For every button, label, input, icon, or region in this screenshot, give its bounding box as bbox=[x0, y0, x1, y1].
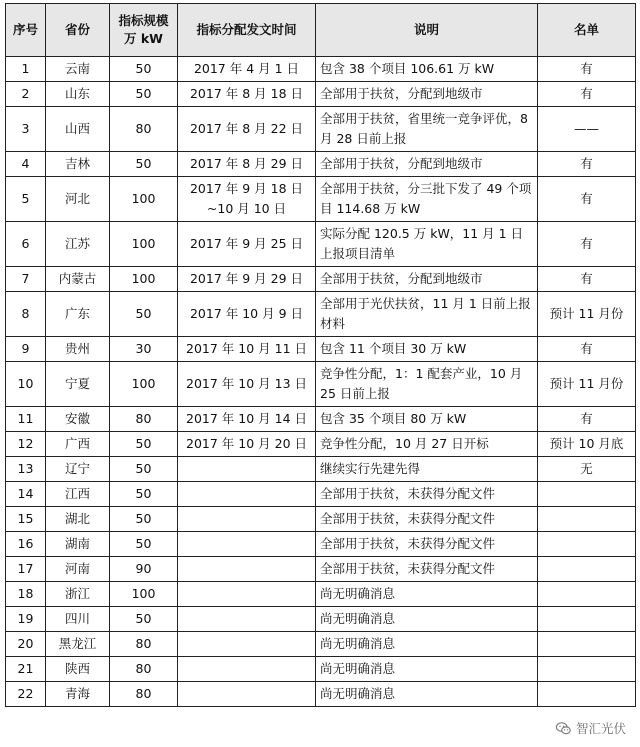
cell-list: 预计 10 月底 bbox=[538, 432, 636, 457]
header-province: 省份 bbox=[46, 4, 110, 57]
cell-province: 内蒙古 bbox=[46, 267, 110, 292]
cell-scale: 50 bbox=[110, 507, 178, 532]
cell-scale: 80 bbox=[110, 632, 178, 657]
cell-province: 吉林 bbox=[46, 152, 110, 177]
cell-no: 18 bbox=[6, 582, 46, 607]
cell-province: 江西 bbox=[46, 482, 110, 507]
header-list: 名单 bbox=[538, 4, 636, 57]
table-row bbox=[6, 507, 636, 532]
cell-desc: 包含 35 个项目 80 万 kW bbox=[316, 407, 538, 432]
table-header-row bbox=[6, 4, 636, 57]
cell-desc: 包含 11 个项目 30 万 kW bbox=[316, 337, 538, 362]
cell-no: 2 bbox=[6, 82, 46, 107]
cell-desc: 全部用于扶贫，分三批下发了 49 个项目 114.68 万 kW bbox=[316, 177, 538, 222]
cell-list bbox=[538, 682, 636, 707]
cell-province: 河北 bbox=[46, 177, 110, 222]
cell-list: 有 bbox=[538, 222, 636, 267]
cell-date bbox=[178, 582, 316, 607]
cell-list: 预计 11 月份 bbox=[538, 362, 636, 407]
cell-desc: 全部用于扶贫，未获得分配文件 bbox=[316, 507, 538, 532]
cell-date bbox=[178, 482, 316, 507]
cell-province: 四川 bbox=[46, 607, 110, 632]
cell-desc: 全部用于扶贫，省里统一竞争评优，8 月 28 日前上报 bbox=[316, 107, 538, 152]
cell-list: 有 bbox=[538, 57, 636, 82]
cell-list: 预计 11 月份 bbox=[538, 292, 636, 337]
cell-desc: 全部用于扶贫，分配到地级市 bbox=[316, 152, 538, 177]
cell-date: 2017 年 9 月 25 日 bbox=[178, 222, 316, 267]
cell-date: 2017 年 9 月 29 日 bbox=[178, 267, 316, 292]
cell-scale: 100 bbox=[110, 177, 178, 222]
cell-desc: 全部用于光伏扶贫，11 月 1 日前上报材料 bbox=[316, 292, 538, 337]
cell-no: 16 bbox=[6, 532, 46, 557]
cell-no: 13 bbox=[6, 457, 46, 482]
cell-scale: 50 bbox=[110, 82, 178, 107]
cell-desc: 尚无明确消息 bbox=[316, 657, 538, 682]
cell-scale: 100 bbox=[110, 362, 178, 407]
cell-scale: 100 bbox=[110, 222, 178, 267]
table-row bbox=[6, 657, 636, 682]
cell-list: 有 bbox=[538, 177, 636, 222]
cell-province: 黑龙江 bbox=[46, 632, 110, 657]
table-row bbox=[6, 362, 636, 407]
cell-province: 河南 bbox=[46, 557, 110, 582]
cell-date: 2017 年 8 月 18 日 bbox=[178, 82, 316, 107]
cell-desc: 全部用于扶贫，分配到地级市 bbox=[316, 267, 538, 292]
cell-list: 有 bbox=[538, 152, 636, 177]
cell-province: 浙江 bbox=[46, 582, 110, 607]
cell-date bbox=[178, 657, 316, 682]
cell-list: 有 bbox=[538, 337, 636, 362]
cell-desc: 全部用于扶贫，未获得分配文件 bbox=[316, 557, 538, 582]
cell-scale: 80 bbox=[110, 682, 178, 707]
cell-desc: 全部用于扶贫，未获得分配文件 bbox=[316, 482, 538, 507]
cell-province: 湖南 bbox=[46, 532, 110, 557]
cell-date: 2017 年 10 月 9 日 bbox=[178, 292, 316, 337]
cell-date: 2017 年 8 月 22 日 bbox=[178, 107, 316, 152]
cell-list bbox=[538, 632, 636, 657]
cell-scale: 50 bbox=[110, 532, 178, 557]
cell-list: 有 bbox=[538, 267, 636, 292]
cell-scale: 50 bbox=[110, 432, 178, 457]
cell-list bbox=[538, 557, 636, 582]
table-row bbox=[6, 557, 636, 582]
cell-no: 21 bbox=[6, 657, 46, 682]
cell-no: 10 bbox=[6, 362, 46, 407]
cell-list bbox=[538, 532, 636, 557]
cell-date bbox=[178, 632, 316, 657]
cell-desc: 尚无明确消息 bbox=[316, 582, 538, 607]
cell-no: 4 bbox=[6, 152, 46, 177]
cell-date: 2017 年 10 月 14 日 bbox=[178, 407, 316, 432]
cell-no: 22 bbox=[6, 682, 46, 707]
cell-no: 9 bbox=[6, 337, 46, 362]
table-row bbox=[6, 177, 636, 222]
table-row bbox=[6, 632, 636, 657]
watermark bbox=[555, 719, 626, 737]
table-row bbox=[6, 57, 636, 82]
cell-scale: 50 bbox=[110, 292, 178, 337]
cell-desc: 尚无明确消息 bbox=[316, 632, 538, 657]
cell-scale: 50 bbox=[110, 152, 178, 177]
cell-date bbox=[178, 682, 316, 707]
cell-date: 2017 年 9 月 18 日~10 月 10 日 bbox=[178, 177, 316, 222]
cell-no: 11 bbox=[6, 407, 46, 432]
cell-no: 12 bbox=[6, 432, 46, 457]
cell-desc: 全部用于扶贫，未获得分配文件 bbox=[316, 532, 538, 557]
cell-province: 广东 bbox=[46, 292, 110, 337]
cell-list bbox=[538, 507, 636, 532]
cell-date bbox=[178, 532, 316, 557]
cell-desc: 竞争性分配，10 月 27 日开标 bbox=[316, 432, 538, 457]
table-row bbox=[6, 82, 636, 107]
wechat-icon bbox=[555, 720, 572, 737]
cell-date: 2017 年 10 月 20 日 bbox=[178, 432, 316, 457]
cell-province: 青海 bbox=[46, 682, 110, 707]
cell-province: 广西 bbox=[46, 432, 110, 457]
table-row bbox=[6, 407, 636, 432]
cell-desc: 包含 38 个项目 106.61 万 kW bbox=[316, 57, 538, 82]
cell-province: 贵州 bbox=[46, 337, 110, 362]
watermark-text: 智汇光伏 bbox=[575, 721, 626, 736]
table-row bbox=[6, 582, 636, 607]
cell-scale: 50 bbox=[110, 607, 178, 632]
header-date: 指标分配发文时间 bbox=[178, 4, 316, 57]
header-seq: 序号 bbox=[6, 4, 46, 57]
table-row bbox=[6, 292, 636, 337]
table-row bbox=[6, 222, 636, 267]
cell-no: 15 bbox=[6, 507, 46, 532]
table-row bbox=[6, 682, 636, 707]
cell-no: 17 bbox=[6, 557, 46, 582]
table-row bbox=[6, 457, 636, 482]
cell-scale: 100 bbox=[110, 267, 178, 292]
cell-province: 安徽 bbox=[46, 407, 110, 432]
cell-province: 山东 bbox=[46, 82, 110, 107]
cell-date bbox=[178, 457, 316, 482]
cell-date: 2017 年 4 月 1 日 bbox=[178, 57, 316, 82]
cell-scale: 80 bbox=[110, 107, 178, 152]
cell-list bbox=[538, 482, 636, 507]
cell-province: 云南 bbox=[46, 57, 110, 82]
cell-no: 3 bbox=[6, 107, 46, 152]
table-row bbox=[6, 267, 636, 292]
table-row bbox=[6, 532, 636, 557]
cell-scale: 80 bbox=[110, 657, 178, 682]
cell-no: 1 bbox=[6, 57, 46, 82]
cell-desc: 尚无明确消息 bbox=[316, 607, 538, 632]
cell-desc: 竞争性分配，1：1 配套产业，10 月 25 日前上报 bbox=[316, 362, 538, 407]
cell-province: 宁夏 bbox=[46, 362, 110, 407]
cell-date bbox=[178, 507, 316, 532]
cell-list bbox=[538, 607, 636, 632]
cell-list bbox=[538, 582, 636, 607]
cell-no: 7 bbox=[6, 267, 46, 292]
cell-province: 辽宁 bbox=[46, 457, 110, 482]
table-row bbox=[6, 607, 636, 632]
cell-date: 2017 年 10 月 11 日 bbox=[178, 337, 316, 362]
cell-list bbox=[538, 657, 636, 682]
table-row bbox=[6, 337, 636, 362]
table-row bbox=[6, 152, 636, 177]
cell-province: 陕西 bbox=[46, 657, 110, 682]
table-row bbox=[6, 482, 636, 507]
cell-no: 5 bbox=[6, 177, 46, 222]
cell-no: 8 bbox=[6, 292, 46, 337]
cell-no: 6 bbox=[6, 222, 46, 267]
cell-scale: 50 bbox=[110, 482, 178, 507]
cell-date bbox=[178, 557, 316, 582]
cell-list: —— bbox=[538, 107, 636, 152]
allocation-table bbox=[5, 3, 636, 707]
cell-no: 14 bbox=[6, 482, 46, 507]
cell-list: 有 bbox=[538, 407, 636, 432]
table-row bbox=[6, 107, 636, 152]
cell-scale: 80 bbox=[110, 407, 178, 432]
cell-desc: 全部用于扶贫，分配到地级市 bbox=[316, 82, 538, 107]
cell-no: 19 bbox=[6, 607, 46, 632]
cell-scale: 90 bbox=[110, 557, 178, 582]
cell-province: 江苏 bbox=[46, 222, 110, 267]
header-desc: 说明 bbox=[316, 4, 538, 57]
cell-scale: 100 bbox=[110, 582, 178, 607]
cell-date: 2017 年 8 月 29 日 bbox=[178, 152, 316, 177]
cell-scale: 50 bbox=[110, 57, 178, 82]
cell-desc: 实际分配 120.5 万 kW，11 月 1 日上报项目清单 bbox=[316, 222, 538, 267]
cell-list: 无 bbox=[538, 457, 636, 482]
header-scale: 指标规模万 kW bbox=[110, 4, 178, 57]
cell-desc: 继续实行先建先得 bbox=[316, 457, 538, 482]
cell-desc: 尚无明确消息 bbox=[316, 682, 538, 707]
cell-scale: 30 bbox=[110, 337, 178, 362]
cell-province: 湖北 bbox=[46, 507, 110, 532]
cell-province: 山西 bbox=[46, 107, 110, 152]
cell-scale: 50 bbox=[110, 457, 178, 482]
cell-date bbox=[178, 607, 316, 632]
cell-date: 2017 年 10 月 13 日 bbox=[178, 362, 316, 407]
cell-list: 有 bbox=[538, 82, 636, 107]
cell-no: 20 bbox=[6, 632, 46, 657]
table-row bbox=[6, 432, 636, 457]
